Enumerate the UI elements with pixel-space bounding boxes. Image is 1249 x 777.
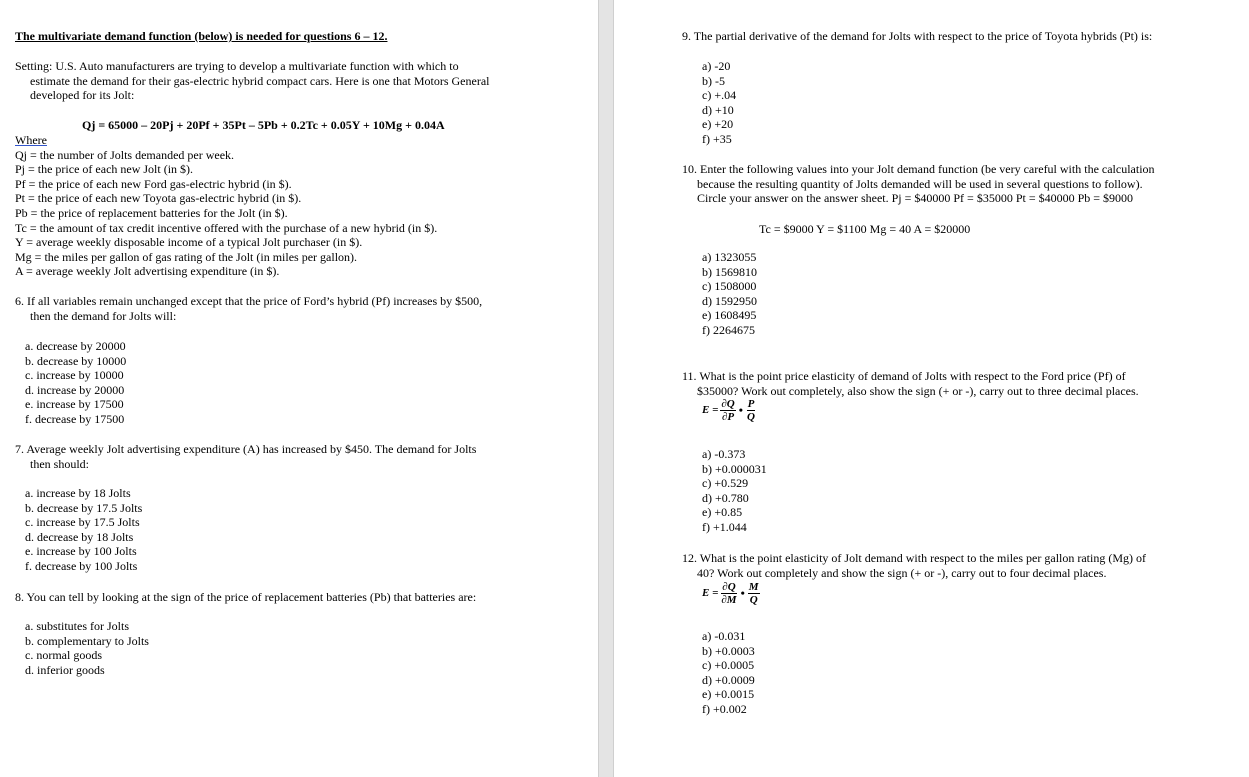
answer-option[interactable]: a) -0.031 [702,629,746,643]
formula-denominator: ∂P [721,411,735,423]
answer-option[interactable]: e) +20 [702,117,734,132]
section-heading: The multivariate demand function (below) is needed for questions 6 – 12. [15,29,388,43]
formula-fraction [720,581,737,606]
answer-option[interactable]: a. decrease by 20000 [25,339,126,353]
definition-line: Y = average weekly disposable income of a typical Jolt purchaser (in $). [15,235,363,250]
answer-option[interactable]: f. decrease by 100 Jolts [25,558,138,573]
answer-option[interactable]: c) +.04 [702,88,737,103]
question-6-options [25,339,126,427]
question-9-options [702,59,736,147]
answer-option[interactable]: c. normal goods [25,648,102,663]
formula-fraction [746,398,756,423]
document-page-right [614,0,1249,777]
question-8: 8. You can tell by looking at the sign of the price of replacement batteries (Pb) that batteries are: [15,590,477,604]
definition-line: A = average weekly Jolt advertising expenditure (in $). [15,264,280,279]
question-text: 7. Average weekly Jolt advertising expenditure (A) has increased by $450. The demand for Jolts [15,442,477,456]
formula-dot: • [738,403,743,418]
answer-option[interactable]: a. substitutes for Jolts [25,619,129,633]
answer-option[interactable]: b. decrease by 10000 [25,353,127,368]
formula-numerator: ∂Q [721,398,735,410]
answer-option[interactable]: b) +0.000031 [702,461,767,476]
answer-option[interactable]: d) +0.780 [702,490,749,505]
answer-option[interactable]: c) 1508000 [702,279,757,294]
question-text: 10. Enter the following values into your Jolt demand function (be very careful with the calculation [682,162,1155,176]
formula-lhs: E = [702,587,719,600]
question-12-options [702,629,755,717]
definition-line: Pf = the price of each new Ford gas-electric hybrid (in $). [15,176,292,191]
setting-line: developed for its Jolt: [30,88,135,103]
elasticity-formula [702,581,760,606]
elasticity-formula [702,398,756,423]
question-text: 40? Work out completely and show the sign (+ or -), carry out to four decimal places. [697,565,1107,580]
answer-option[interactable]: e. increase by 17500 [25,397,124,412]
question-6 [15,294,482,323]
answer-option[interactable]: b. decrease by 17.5 Jolts [25,500,143,515]
answer-option[interactable]: e) +0.85 [702,505,743,520]
setting-line: Setting: U.S. Auto manufacturers are trying to develop a multivariate function with which to [15,59,459,73]
answer-option[interactable]: a) -0.373 [702,447,746,461]
question-text: $35000? Work out completely, also show the sign (+ or -), carry out to three decimal places. [697,383,1139,398]
answer-option[interactable]: b. complementary to Jolts [25,633,149,648]
question-text: then should: [30,456,89,471]
where-label: Where [15,133,47,147]
question-7-options [25,486,142,574]
definition-line: Pb = the price of replacement batteries for the Jolt (in $). [15,205,288,220]
definition-line: Mg = the miles per gallon of gas rating of the Jolt (in miles per gallon). [15,249,358,264]
answer-option[interactable]: c. increase by 10000 [25,368,124,383]
document-page-left [0,0,598,777]
question-12 [682,551,1146,580]
answer-option[interactable]: f) 2264675 [702,322,755,337]
question-text: then the demand for Jolts will: [30,308,177,323]
answer-option[interactable]: d) +10 [702,102,734,117]
answer-option[interactable]: b) -5 [702,73,725,88]
answer-option[interactable]: c) +0.529 [702,476,749,491]
question-text: 6. If all variables remain unchanged except that the price of Ford’s hybrid (Pf) increases by $500, [15,294,483,308]
answer-option[interactable]: d. increase by 20000 [25,382,125,397]
formula-denominator: Q [746,411,755,423]
answer-option[interactable]: e) +0.0015 [702,687,755,702]
answer-option[interactable]: d) 1592950 [702,293,757,308]
formula-numerator: M [748,581,759,593]
setting-paragraph [15,59,490,103]
formula-denominator: Q [749,594,758,606]
formula-lhs: E = [702,404,719,417]
demand-equation: Qj = 65000 – 20Pj + 20Pf + 35Pt – 5Pb + 0.2Tc + 0.05Y + 10Mg + 0.04A [82,118,445,132]
question-10-values: Tc = $9000 Y = $1100 Mg = 40 A = $20000 [759,222,971,236]
answer-option[interactable]: f. decrease by 17500 [25,411,125,426]
formula-denominator: ∂M [721,594,737,606]
definition-line: Pj = the price of each new Jolt (in $). [15,162,194,177]
page-gutter [598,0,614,777]
definition-line: Tc = the amount of tax credit incentive offered with the purchase of a new hybrid (in $). [15,220,438,235]
answer-option[interactable]: c. increase by 17.5 Jolts [25,515,140,530]
answer-option[interactable]: e) 1608495 [702,308,757,323]
answer-option[interactable]: a) 1323055 [702,250,757,264]
formula-numerator: ∂Q [722,581,736,593]
answer-option[interactable]: a. increase by 18 Jolts [25,486,131,500]
answer-option[interactable]: b) +0.0003 [702,643,755,658]
question-11-options [702,447,767,535]
question-text: 11. What is the point price elasticity of demand of Jolts with respect to the Ford price (Pf) of [682,369,1126,383]
question-text: 12. What is the point elasticity of Jolt demand with respect to the miles per gallon rating (Mg) of [682,551,1147,565]
formula-fraction [720,398,735,423]
answer-option[interactable]: c) +0.0005 [702,658,755,673]
formula-fraction [748,581,760,606]
question-10-options [702,250,757,338]
answer-option[interactable]: d. decrease by 18 Jolts [25,529,134,544]
definition-line: Qj = the number of Jolts demanded per week. [15,147,235,162]
question-7 [15,442,476,471]
setting-line: estimate the demand for their gas-electric hybrid compact cars. Here is one that Motors General [30,73,490,88]
answer-option[interactable]: e. increase by 100 Jolts [25,544,137,559]
answer-option[interactable]: f) +0.002 [702,701,747,716]
question-8-options [25,619,149,677]
formula-dot: • [740,586,745,601]
question-10 [682,162,1155,206]
question-text: because the resulting quantity of Jolts demanded will be used in several questions to follow). [697,176,1143,191]
definition-line: Pt = the price of each new Toyota gas-electric hybrid (in $). [15,191,302,206]
answer-option[interactable]: f) +35 [702,131,732,146]
question-text: Circle your answer on the answer sheet. Pj = $40000 Pf = $35000 Pt = $40000 Pb = $9000 [697,191,1134,206]
formula-numerator: P [747,398,755,410]
answer-option[interactable]: d. inferior goods [25,662,105,677]
question-9: 9. The partial derivative of the demand for Jolts with respect to the price of Toyota hybrids (Pt) is: [682,29,1153,43]
answer-option[interactable]: a) -20 [702,59,731,73]
question-11 [682,369,1139,398]
answer-option[interactable]: d) +0.0009 [702,672,755,687]
variable-definitions [15,133,437,279]
answer-option[interactable]: b) 1569810 [702,264,757,279]
answer-option[interactable]: f) +1.044 [702,519,747,534]
